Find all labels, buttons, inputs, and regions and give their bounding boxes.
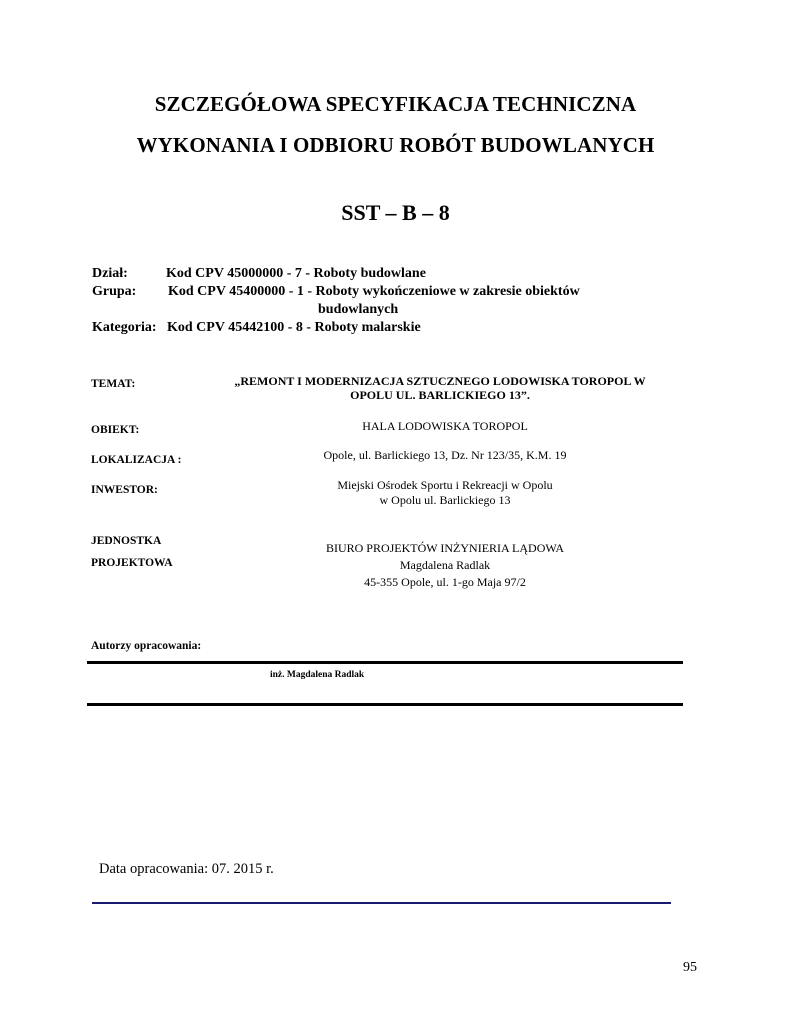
temat-value [195,374,685,402]
temat-value-line2: OPOLU UL. BARLICKIEGO 13”. [350,388,530,402]
dzial-label: Dział: [92,266,128,281]
authors-bottom-rule [87,703,683,706]
jednostka-value [200,540,690,591]
temat-value-line1: „REMONT I MODERNIZACJA SZTUCZNEGO LODOWISKA TOROPOL W [234,374,646,388]
grupa-label: Grupa: [92,284,137,299]
obiekt-value: HALA LODOWISKA TOROPOL [362,419,528,433]
lokalizacja-value: Opole, ul. Barlickiego 13, Dz. Nr 123/35, K.M. 19 [323,448,567,462]
jednostka-label-line2: PROJEKTOWA [91,557,173,569]
lokalizacja-label: LOKALIZACJA : [91,454,182,466]
document-title-line1: SZCZEGÓŁOWA SPECYFIKACJA TECHNICZNA [154,92,637,116]
preparation-date: Data opracowania: 07. 2015 r. [99,861,274,877]
dzial-value: Kod CPV 45000000 - 7 - Roboty budowlane [166,266,426,281]
kategoria-value: Kod CPV 45442100 - 8 - Roboty malarskie [167,320,421,335]
authors-top-rule [87,661,683,664]
inwestor-label: INWESTOR: [91,484,158,496]
inwestor-value-line2: w Opolu ul. Barlickiego 13 [379,493,511,507]
jednostka-value-line2: Magdalena Radlak [399,558,491,572]
kategoria-label: Kategoria: [92,320,157,335]
jednostka-value-line1: BIURO PROJEKTÓW INŻYNIERIA LĄDOWA [325,541,565,555]
document-title-line2: WYKONANIA I ODBIORU ROBÓT BUDOWLANYCH [136,133,655,157]
specification-code: SST – B – 8 [341,200,450,225]
jednostka-label-line1: JEDNOSTKA [91,535,162,547]
author-name: inż. Magdalena Radlak [270,670,365,680]
obiekt-label: OBIEKT: [91,424,140,436]
grupa-value-line1: Kod CPV 45400000 - 1 - Roboty wykończeniowe w zakresie obiektów [168,284,580,299]
page-number: 95 [683,960,697,975]
jednostka-value-line3: 45-355 Opole, ul. 1-go Maja 97/2 [364,575,526,589]
date-underline [92,902,671,904]
inwestor-value [200,478,690,508]
grupa-value-line2: budowlanych [318,302,399,317]
temat-label: TEMAT: [91,378,136,390]
inwestor-value-line1: Miejski Ośrodek Sportu i Rekreacji w Opolu [337,478,553,492]
authors-label: Autorzy opracowania: [91,640,202,652]
